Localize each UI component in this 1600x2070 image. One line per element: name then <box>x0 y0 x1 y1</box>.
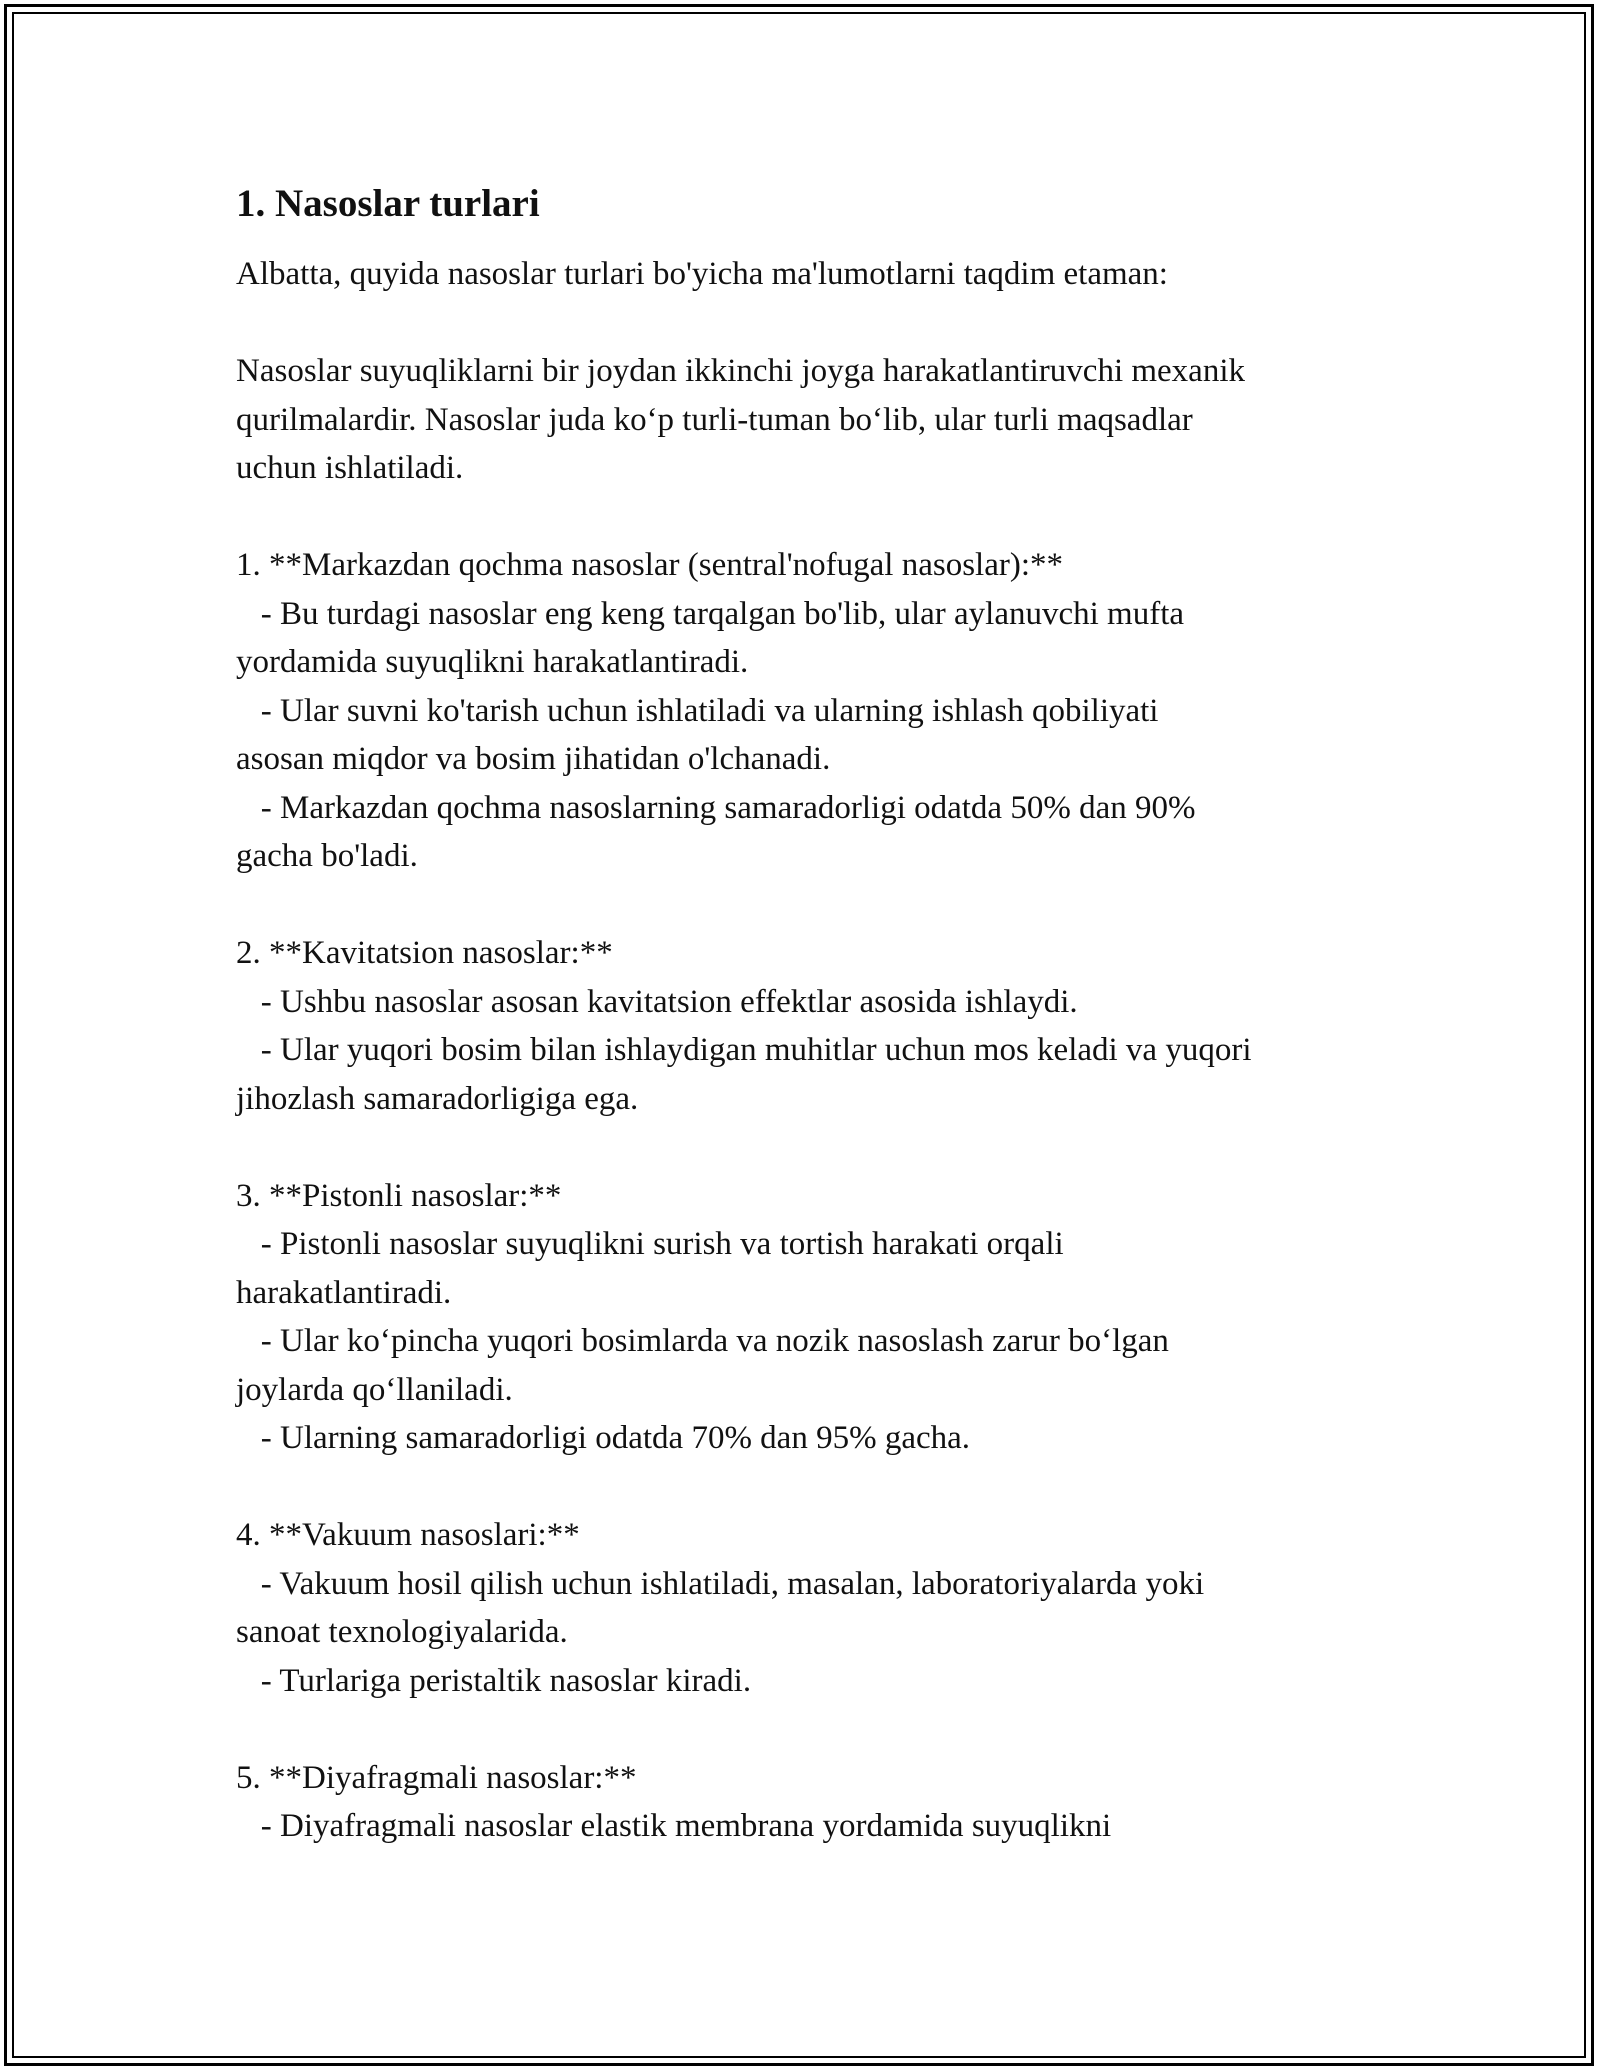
text-line: - Ularning samaradorligi odatda 70% dan 95% gacha. <box>236 1420 971 1456</box>
text-line: - Ushbu nasoslar asosan kavitatsion effektlar asosida ishlaydi. <box>236 983 1078 1020</box>
text-line <box>236 493 1416 542</box>
text-line <box>236 1123 1416 1172</box>
document-title: 1. Nasoslar turlari <box>236 182 540 225</box>
text-line: 3. **Pistonli nasoslar:** <box>236 1177 562 1214</box>
text-line: - Turlariga peristaltik nasoslar kiradi. <box>236 1662 752 1699</box>
text-line: yordamida suyuqlikni harakatlantiradi. <box>236 644 749 680</box>
text-line: qurilmalardir. Nasoslar juda ko‘p turli-tuman bo‘lib, ular turli maqsadlar <box>236 401 1193 438</box>
text-line: asosan miqdor va bosim jihatidan o'lchanadi. <box>236 741 831 777</box>
text-line <box>236 299 1416 348</box>
text-line: harakatlantiradi. <box>236 1274 452 1311</box>
text-line: Albatta, quyida nasoslar turlari bo'yicha ma'lumotlarni taqdim etaman: <box>236 256 1168 292</box>
document-text <box>236 250 1416 1851</box>
text-line: sanoat texnologiyalarida. <box>236 1614 568 1650</box>
text-line <box>236 881 1416 930</box>
text-line: - Markazdan qochma nasoslarning samaradorligi odatda 50% dan 90% <box>236 789 1196 826</box>
text-line: joylarda qo‘llaniladi. <box>236 1371 513 1408</box>
text-line: - Ular yuqori bosim bilan ishlaydigan muhitlar uchun mos keladi va yuqori <box>236 1032 1252 1068</box>
text-line: - Pistonli nasoslar suyuqlikni surish va tortish harakati orqali <box>236 1226 1064 1262</box>
text-line: 5. **Diyafragmali nasoslar:** <box>236 1759 637 1796</box>
text-line: - Ular suvni ko'tarish uchun ishlatiladi va ularning ishlash qobiliyati <box>236 692 1159 729</box>
text-line: 2. **Kavitatsion nasoslar:** <box>236 935 613 971</box>
text-line <box>236 1705 1416 1754</box>
document-body <box>236 180 1416 1851</box>
text-line: 1. **Markazdan qochma nasoslar (sentral'nofugal nasoslar):** <box>236 547 1064 583</box>
text-line: Nasoslar suyuqliklarni bir joydan ikkinchi joyga harakatlantiruvchi mexanik <box>236 353 1245 389</box>
text-line: jihozlash samaradorligiga ega. <box>236 1080 639 1117</box>
text-line <box>236 1463 1416 1512</box>
text-line: - Bu turdagi nasoslar eng keng tarqalgan bo'lib, ular aylanuvchi mufta <box>236 595 1185 632</box>
text-line: - Diyafragmali nasoslar elastik membrana yordamida suyuqlikni <box>236 1808 1112 1844</box>
text-line: 4. **Vakuum nasoslari:** <box>236 1517 580 1553</box>
text-line: uchun ishlatiladi. <box>236 450 464 486</box>
text-line: - Ular ko‘pincha yuqori bosimlarda va nozik nasoslash zarur bo‘lgan <box>236 1323 1169 1359</box>
text-line: gacha bo'ladi. <box>236 838 418 874</box>
text-line: - Vakuum hosil qilish uchun ishlatiladi, masalan, laboratoriyalarda yoki <box>236 1565 1205 1602</box>
